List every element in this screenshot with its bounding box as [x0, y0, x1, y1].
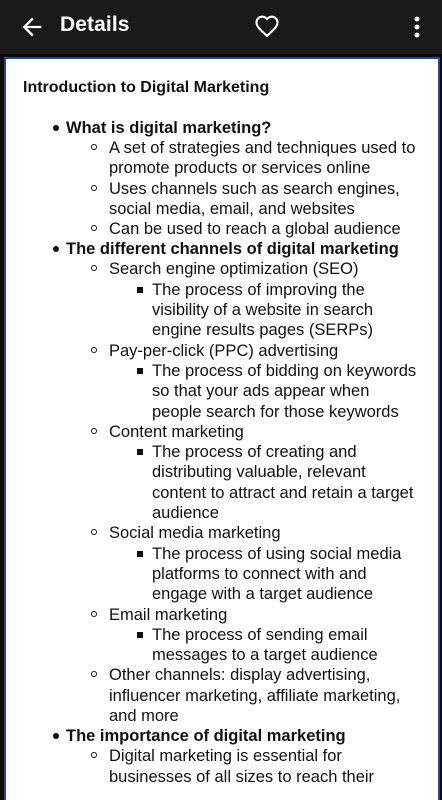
point-text: Uses channels such as search engines, social media, email, and websites [109, 179, 400, 218]
list-item [66, 422, 422, 523]
subpoint-list [109, 361, 422, 422]
list-item [66, 341, 422, 422]
subpoint-text: The process of improving the visibility of a website in search engine results pages (SERPs) [152, 280, 374, 340]
subpoint-text: The process of sending email messages to a target audience [152, 625, 378, 665]
section-list [23, 118, 422, 787]
section-heading: What is digital marketing? [66, 119, 272, 137]
point-text: Email marketing [109, 605, 228, 624]
subpoint-text: The process of bidding on keywords so that your ads appear when people search for those keywords [152, 361, 417, 421]
subpoint-text: The process of creating and distributing valuable, relevant content to attract and retain a target audience [152, 443, 414, 523]
app-bar [0, 0, 442, 54]
list-item [66, 665, 422, 726]
more-vert-icon[interactable] [408, 14, 426, 40]
point-text: Can be used to reach a global audience [109, 220, 401, 239]
heart-outline-icon[interactable] [253, 12, 281, 40]
subpoint-item [109, 361, 422, 422]
section-item [23, 239, 422, 726]
list-item [66, 179, 422, 220]
subpoint-item [109, 442, 422, 523]
document-content [23, 78, 422, 787]
point-list [66, 746, 422, 787]
arrow-left-icon[interactable] [18, 13, 46, 41]
list-item [66, 523, 422, 604]
point-text: A set of strategies and techniques used to promote products or services online [109, 139, 416, 178]
point-text: Pay-per-click (PPC) advertising [109, 341, 339, 360]
section-heading: The importance of digital marketing [66, 727, 346, 746]
page-title: Details [60, 13, 130, 36]
list-item [66, 605, 422, 666]
point-list [66, 138, 422, 239]
section-item [23, 726, 422, 787]
section-item [23, 118, 422, 239]
list-item [66, 138, 422, 179]
point-text: Other channels: display advertising, influencer marketing, affiliate marketing, and more [109, 666, 401, 726]
point-text: Search engine optimization (SEO) [109, 260, 359, 279]
subpoint-list [109, 442, 422, 523]
subpoint-text: The process of using social media platforms to connect with and engage with a target audience [152, 544, 402, 604]
list-item [66, 746, 422, 787]
point-list [66, 259, 422, 726]
document-title: Introduction to Digital Marketing [23, 79, 270, 96]
subpoint-item [109, 625, 422, 666]
subpoint-item [109, 280, 422, 341]
point-text: Digital marketing is essential for businesses of all sizes to reach their [109, 747, 375, 786]
section-heading: The different channels of digital marketing [66, 240, 399, 259]
list-item [66, 219, 422, 239]
subpoint-list [109, 280, 422, 341]
subpoint-item [109, 544, 422, 605]
subpoint-list [109, 544, 422, 605]
details-card [4, 57, 440, 800]
subpoint-list [109, 625, 422, 666]
list-item [66, 259, 422, 340]
point-text: Social media marketing [109, 524, 281, 543]
point-text: Content marketing [109, 422, 244, 441]
